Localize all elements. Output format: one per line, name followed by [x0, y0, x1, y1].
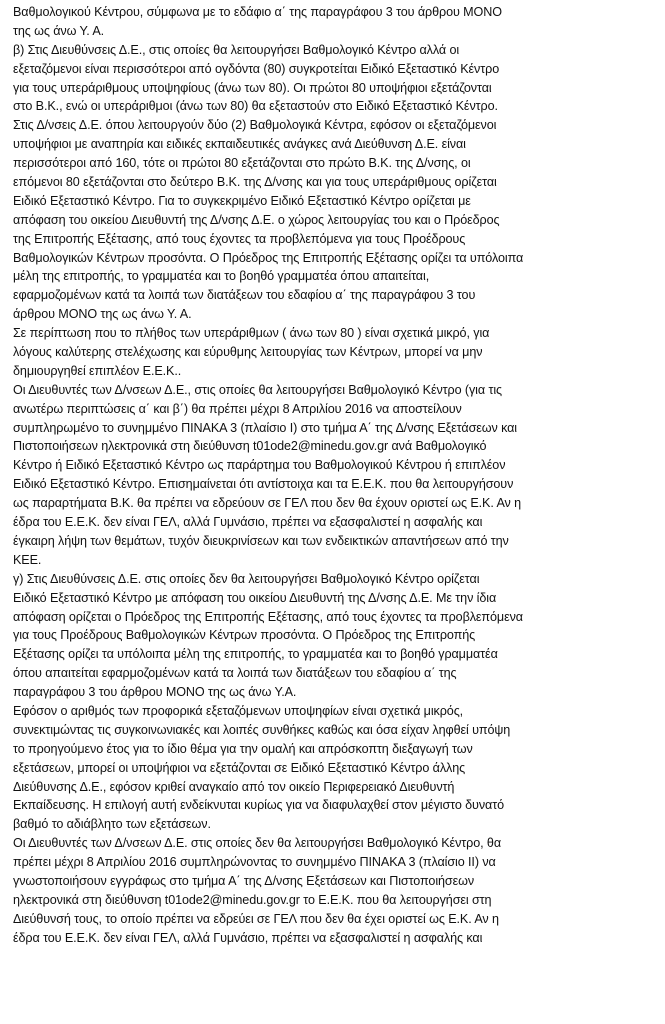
- text-line: γ) Στις Διευθύνσεις Δ.Ε. στις οποίες δεν θα λειτουργήσει Βαθμολογικό Κέντρο ορίζεται: [13, 571, 480, 586]
- text-line: εξεταζόμενοι είναι περισσότεροι από ογδόντα (80) συγκροτείται Ειδικό Εξεταστικό Κέντρο: [13, 61, 500, 76]
- text-line: εξετάσεων, μπορεί οι υποψήφιοι να εξετάζονται σε Ειδικό Εξεταστικό Κέντρο άλλης: [13, 760, 466, 775]
- text-line: της ως άνω Υ. Α.: [13, 23, 105, 38]
- text-line: έδρα του Ε.Ε.Κ. δεν είναι ΓΕΛ, αλλά Γυμνάσιο, πρέπει να εξασφαλιστεί η ασφαλής και: [13, 515, 483, 530]
- text-line: βαθμό το αδιάβλητο των εξετάσεων.: [13, 817, 211, 832]
- text-line: συμπληρωμένο το συνημμένο ΠΙΝΑΚΑ 3 (πλαίσιο Ι) στο τμήμα Α΄ της Δ/νσης Εξετάσεων και: [13, 420, 518, 435]
- text-line: ηλεκτρονικά στη διεύθυνση t01ode2@minedu.gov.gr το Ε.Ε.Κ. που θα λειτουργήσει στη: [13, 892, 492, 907]
- text-line: Εφόσον ο αριθμός των προφορικά εξεταζόμενων υποψηφίων είναι σχετικά μικρός,: [13, 703, 464, 718]
- text-line: Ειδικό Εξεταστικό Κέντρο με απόφαση του οικείου Διευθυντή της Δ/νσης Δ.Ε. Με την ίδια: [13, 590, 497, 605]
- text-line: ως παραρτήματα Β.Κ. θα πρέπει να εδρεύουν σε ΓΕΛ που δεν θα έχουν οριστεί ως Ε.Κ. Αν η: [13, 496, 522, 511]
- text-line: για τους υπεράριθμους υποψηφίους (άνω των 80). Οι πρώτοι 80 υποψήφιοι εξετάζονται: [13, 80, 492, 95]
- text-line: Ειδικό Εξεταστικό Κέντρο. Για το συγκεκριμένο Ειδικό Εξεταστικό Κέντρο ορίζεται με: [13, 193, 471, 208]
- text-line: απόφαση ορίζεται ο Πρόεδρος της Επιτροπής Εξέτασης, από τους έχοντες τα προβλεπόμενα: [13, 609, 523, 624]
- text-line: λόγους καλύτερης στελέχωσης και εύρυθμης λειτουργίας των Κέντρων, μπορεί να μην: [13, 345, 483, 360]
- text-line: Διεύθυνσης Δ.Ε., εφόσον κριθεί αναγκαίο από τον οικείο Περιφερειακό Διευθυντή: [13, 779, 455, 794]
- text-line: ανωτέρω περιπτώσεις α΄ και β΄) θα πρέπει μέχρι 8 Απριλίου 2016 να αποστείλουν: [13, 401, 462, 416]
- text-line: επόμενοι 80 εξετάζονται στο δεύτερο Β.Κ. της Δ/νσης και για τους υπεράριθμους ορίζεται: [13, 175, 497, 190]
- text-line: δημιουργηθεί επιπλέον Ε.Ε.Κ..: [13, 363, 182, 378]
- text-line: Διεύθυνσή τους, το οποίο πρέπει να εδρεύει σε ΓΕΛ που δεν θα έχει οριστεί ως Ε.Κ. Αν η: [13, 911, 499, 926]
- text-line: υποψήφιοι με αναπηρία και ειδικές εκπαιδευτικές ανάγκες ανά Διεύθυνση Δ.Ε. είναι: [13, 137, 466, 152]
- text-line: Βαθμολογικού Κέντρου, σύμφωνα με το εδάφιο α΄ της παραγράφου 3 του άρθρου ΜΟΝΟ: [13, 5, 502, 19]
- text-line: έδρα του Ε.Ε.Κ. δεν είναι ΓΕΛ, αλλά Γυμνάσιο, πρέπει να εξασφαλιστεί η ασφαλής και: [13, 930, 483, 945]
- text-line: Πιστοποιήσεων ηλεκτρονικά στη διεύθυνση t01ode2@minedu.gov.gr ανά Βαθμολογικό: [13, 439, 487, 454]
- text-line: εφαρμοζομένων κατά τα λοιπά των διατάξεων του εδαφίου α΄ της παραγράφου 3 του: [13, 288, 476, 303]
- text-line: Οι Διευθυντές των Δ/νσεων Δ.Ε., στις οποίες θα λειτουργήσει Βαθμολογικό Κέντρο (για τις: [13, 382, 503, 397]
- text-line: απόφαση του οικείου Διευθυντή της Δ/νσης Δ.Ε. ο χώρος λειτουργίας του και ο Πρόεδρος: [13, 212, 500, 227]
- text-line: Κέντρο ή Ειδικό Εξεταστικό Κέντρο ως παράρτημα του Βαθμολογικού Κέντρου ή επιπλέον: [13, 458, 506, 473]
- text-line: μέλη της επιτροπής, το γραμματέα και το βοηθό γραμματέα όπου απαιτείται,: [13, 269, 430, 284]
- text-line: Στις Δ/νσεις Δ.Ε. όπου λειτουργούν δύο (2) Βαθμολογικά Κέντρα, εφόσον οι εξεταζόμενοι: [13, 118, 497, 133]
- document-body: [13, 3, 663, 948]
- text-line: έγκαιρη λήψη των θεμάτων, τυχόν διευκρινίσεων και των ενδεικτικών απαντήσεων από την: [13, 533, 509, 548]
- text-line: περισσότεροι από 160, τότε οι πρώτοι 80 εξετάζονται στο πρώτο Β.Κ. της Δ/νσης, οι: [13, 156, 471, 171]
- text-line: Εξέτασης ορίζει τα υπόλοιπα μέλη της επιτροπής, το γραμματέα και το βοηθό γραμματέα: [13, 647, 498, 662]
- text-line: Σε περίπτωση που το πλήθος των υπεράριθμων ( άνω των 80 ) είναι σχετικά μικρό, για: [13, 326, 490, 341]
- text-line: πρέπει μέχρι 8 Απριλίου 2016 συμπληρώνοντας το συνημμένο ΠΙΝΑΚΑ 3 (πλαίσιο ΙΙ) να: [13, 855, 496, 870]
- text-line: Βαθμολογικών Κέντρων προσόντα. Ο Πρόεδρος της Επιτροπής Εξέτασης ορίζει τα υπόλοιπα: [13, 250, 524, 265]
- text-line: στο Β.Κ., ενώ οι υπεράριθμοι (άνω των 80) θα εξεταστούν στο Ειδικό Εξεταστικό Κέντρο.: [13, 99, 498, 114]
- text-line: όπου απαιτείται εφαρμοζομένων κατά τα λοιπά των διατάξεων του εδαφίου α΄ της: [13, 666, 457, 681]
- text-line: β) Στις Διευθύνσεις Δ.Ε., στις οποίες θα λειτουργήσει Βαθμολογικό Κέντρο αλλά οι: [13, 42, 460, 57]
- text-line: το προηγούμενο έτος για το ίδιο θέμα για την ομαλή και απρόσκοπτη διεξαγωγή των: [13, 741, 473, 756]
- text-line: Οι Διευθυντές των Δ/νσεων Δ.Ε. στις οποίες δεν θα λειτουργήσει Βαθμολογικό Κέντρο, θα: [13, 836, 501, 851]
- text-line: Εκπαίδευσης. Η επιλογή αυτή ενδείκνυται κυρίως για να διαφυλαχθεί στον μέγιστο δυνατό: [13, 798, 504, 813]
- text-line: της Επιτροπής Εξέτασης, από τους έχοντες τα προβλεπόμενα για τους Προέδρους: [13, 231, 466, 246]
- text-line: συνεκτιμώντας τις συγκοινωνιακές και λοιπές συνθήκες καθώς και όσα είχαν ληφθεί υπόψη: [13, 722, 511, 737]
- text-line: ΚΕΕ.: [13, 552, 42, 567]
- text-line: για τους Προέδρους Βαθμολογικών Κέντρων προσόντα. Ο Πρόεδρος της Επιτροπής: [13, 628, 476, 643]
- text-line: παραγράφου 3 του άρθρου ΜΟΝΟ της ως άνω Υ.Α.: [13, 685, 297, 700]
- text-line: άρθρου ΜΟΝΟ της ως άνω Υ. Α.: [13, 307, 192, 322]
- text-line: γνωστοποιήσουν εγγράφως στο τμήμα Α΄ της Δ/νσης Εξετάσεων και Πιστοποιήσεων: [13, 873, 475, 888]
- text-line: Ειδικό Εξεταστικό Κέντρο. Επισημαίνεται ότι αντίστοιχα και τα Ε.Ε.Κ. που θα λειτουργήσουν: [13, 477, 514, 492]
